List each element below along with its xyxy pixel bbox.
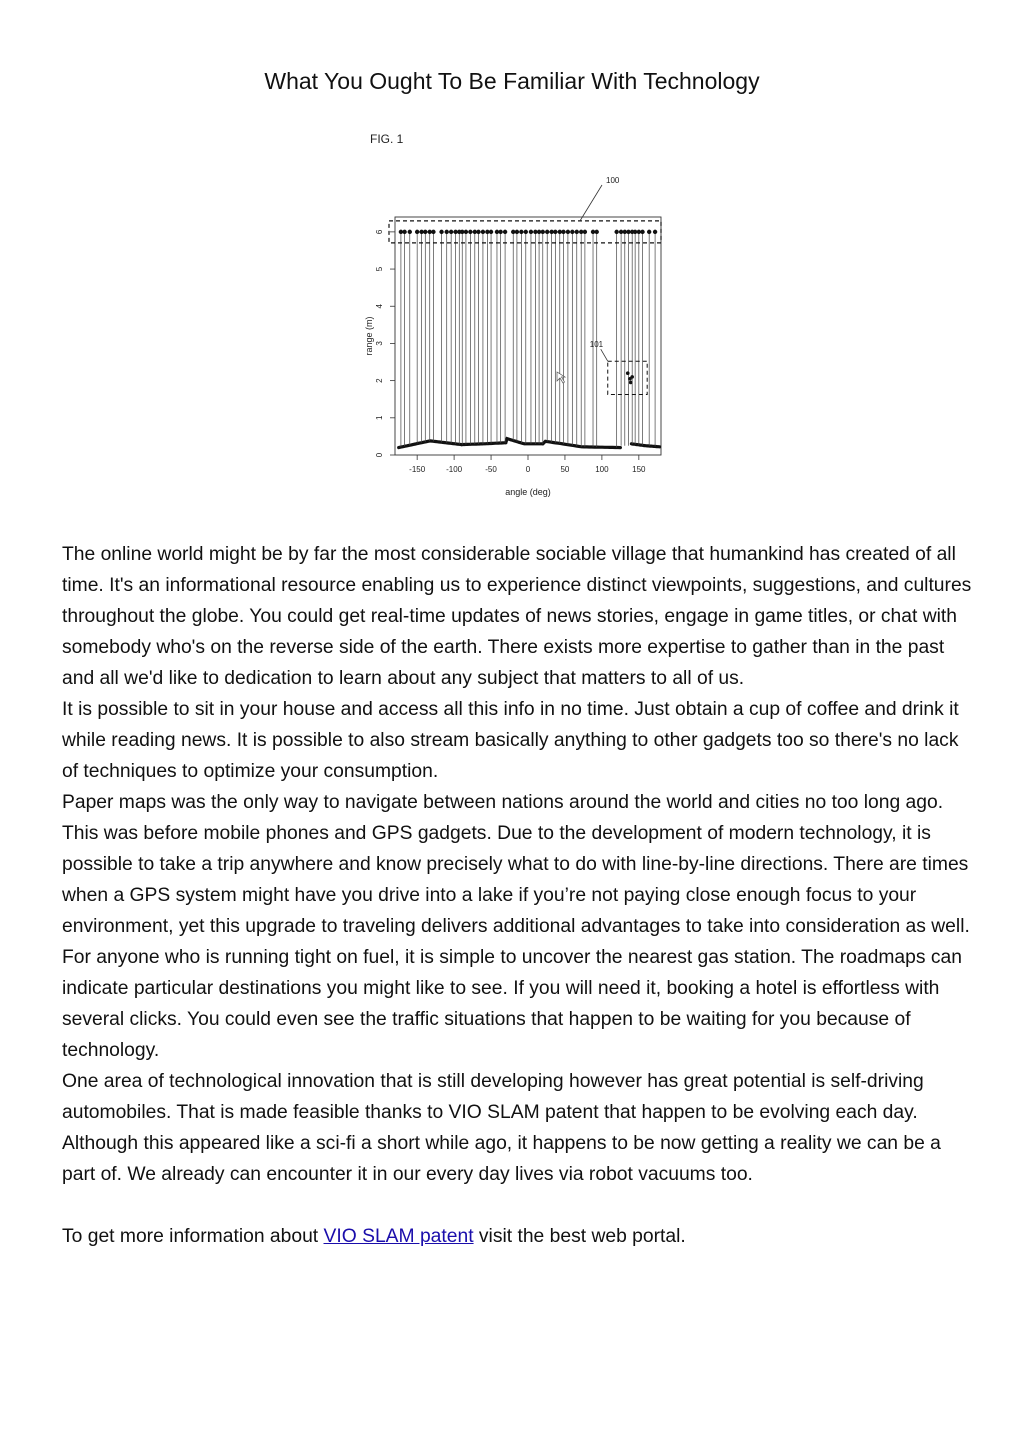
callout-box-101 (608, 361, 647, 394)
callout-label-100: 100 (606, 176, 620, 185)
article-body (62, 539, 972, 1252)
far-return-point (468, 230, 472, 234)
far-return-point (614, 230, 618, 234)
x-tick-label: -150 (409, 465, 426, 474)
far-return-point (402, 230, 406, 234)
paragraph-2: It is possible to sit in your house and access all this info in no time. Just obtain a cup of coffee and drink it while reading news. It is possible to also stream basically anything to other gadgets too so there's no lack of techniques to optimize your consumption. (62, 699, 959, 782)
closing-text-after: visit the best web portal. (473, 1226, 686, 1247)
far-return-point (575, 230, 579, 234)
x-tick-label: 50 (560, 465, 570, 474)
far-return-point (476, 230, 480, 234)
far-return-point (519, 230, 523, 234)
far-return-point (583, 230, 587, 234)
far-return-point (561, 230, 565, 234)
paragraph-4: For anyone who is running tight on fuel, it is simple to uncover the nearest gas station. The roadmaps can indicate particular destinations you might like to see. If you will need it, booking a hotel is effortless with several clicks. You could even see the traffic situations that happen to be waiting for you because of technology. (62, 947, 962, 1061)
far-return-point (653, 230, 657, 234)
far-return-point (439, 230, 443, 234)
far-return-point (553, 230, 557, 234)
paragraph-spacer (62, 1190, 972, 1221)
y-tick-label: 2 (375, 378, 384, 383)
far-return-point (449, 230, 453, 234)
callout-leader-101 (601, 349, 608, 361)
y-tick-label: 1 (375, 415, 384, 421)
y-tick-label: 4 (375, 304, 384, 309)
vio-slam-patent-link[interactable]: VIO SLAM patent (323, 1226, 474, 1247)
far-return-point (529, 230, 533, 234)
callout-label-101: 101 (589, 340, 604, 350)
near-range-trace (506, 439, 543, 444)
y-tick-label: 5 (375, 266, 384, 272)
far-return-point (489, 230, 493, 234)
x-tick-label: 100 (595, 465, 609, 474)
x-tick-label: 150 (632, 465, 646, 474)
far-return-point (515, 230, 519, 234)
x-axis-label: angle (deg) (505, 487, 551, 497)
far-return-point (595, 230, 599, 234)
far-return-point (498, 230, 502, 234)
far-return-point (415, 230, 419, 234)
far-return-point (464, 230, 468, 234)
x-tick-label: -50 (485, 465, 497, 474)
near-range-trace (462, 443, 506, 445)
y-tick-label: 6 (375, 229, 384, 235)
near-range-trace (399, 441, 462, 448)
x-tick-label: 0 (525, 465, 531, 474)
paragraph-1: The online world might be by far the most considerable sociable village that humankind has created of all time. It's an informational resource enabling us to experience distinct viewpoints, suggestions, and cultures throughout the globe. You could get real-time updates of news stories, engage in game titles, or chat with somebody who's on the reverse side of the earth. There exists more expertise to gather than in the past and all we'd like to dedication to learn about any subject that matters to all of us. (62, 544, 972, 689)
far-return-point (570, 230, 574, 234)
figure-label: FIG. 1 (370, 132, 404, 146)
y-axis-label: range (m) (364, 316, 374, 356)
closing-text-before: To get more information about (62, 1226, 324, 1247)
far-return-point (566, 230, 570, 234)
page-title: What You Ought To Be Familiar With Technology (264, 68, 760, 94)
paragraph-3: Paper maps was the only way to navigate between nations around the world and cities no too long ago. This was before mobile phones and GPS gadgets. Due to the development of modern technology, it is possible to take a trip anywhere and know precisely what to do with line-by-line directions. There are times when a GPS system might have you drive into a lake if you’re not paying close enough focus to your environment, yet this upgrade to traveling delivers additional advantages to take into consideration as well. (62, 792, 970, 937)
far-return-point (445, 230, 449, 234)
far-return-point (423, 230, 427, 234)
lidar-scan-chart (350, 125, 680, 505)
cluster-101-point (626, 371, 630, 375)
x-tick-label: -100 (446, 465, 463, 474)
cluster-101-point (629, 381, 633, 385)
y-tick-label: 3 (375, 341, 384, 346)
paragraph-5: One area of technological innovation that is still developing however has great potential is self-driving automobiles. That is made feasible thanks to VIO SLAM patent that happen to be evolving each day. Although this appeared like a sci-fi a short while ago, it happens to be now getting a reality we can be a part of. We already can encounter it in our every day lives via robot vacuums too. (62, 1071, 941, 1185)
far-return-point (640, 230, 644, 234)
patent-figure (350, 125, 680, 505)
far-return-point (503, 230, 507, 234)
callout-leader-100 (580, 185, 602, 221)
far-return-point (481, 230, 485, 234)
closing-paragraph (62, 1221, 972, 1252)
near-range-trace (543, 441, 621, 447)
cluster-101-point (630, 375, 634, 379)
far-return-point (545, 230, 549, 234)
far-return-point (408, 230, 412, 234)
far-return-point (541, 230, 545, 234)
far-return-point (524, 230, 528, 234)
y-tick-label: 0 (375, 452, 384, 458)
far-return-point (431, 230, 435, 234)
far-return-point (647, 230, 651, 234)
